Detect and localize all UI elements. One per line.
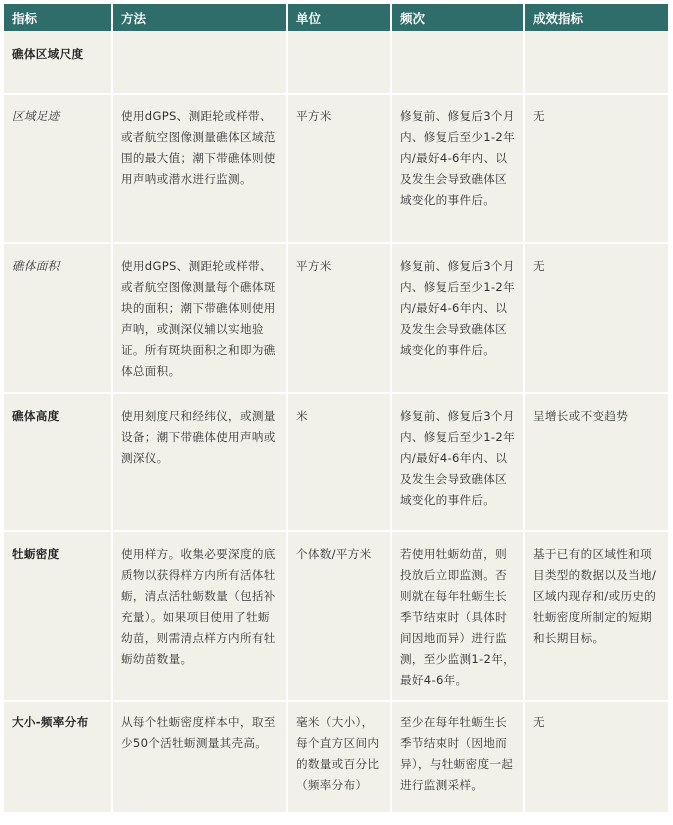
- row-frequency: 修复前、修复后3个月内、修复后至少1-2年内/最好4-6年内、以及发生会导致礁体区域变化的事件后。: [392, 244, 525, 394]
- row-unit: 平方米: [288, 244, 392, 394]
- monitoring-indicators-table: [4, 4, 668, 814]
- row-frequency: 若使用牡蛎幼苗，则投放后立即监测。否则就在每年牡蛎生长季节结束时（具体时间因地而异）进行监测，至少监测1-2年，最好4-6年。: [392, 532, 525, 702]
- header-method: 方法: [113, 4, 288, 31]
- table-row: [4, 532, 668, 702]
- row-frequency: 修复前、修复后3个月内、修复后至少1-2年内/最好4-6年内、以及发生会导致礁体区域变化的事件后。: [392, 394, 525, 532]
- table-row: [4, 244, 668, 394]
- row-indicator: 礁体面积: [4, 244, 113, 394]
- row-indicator: 礁体高度: [4, 394, 113, 532]
- row-unit: 平方米: [288, 95, 392, 244]
- header-metric: 成效指标: [525, 4, 668, 31]
- header-indicator: 指标: [4, 4, 113, 31]
- row-unit: 米: [288, 394, 392, 532]
- table-header-row: [4, 4, 668, 31]
- row-indicator: 大小-频率分布: [4, 702, 113, 814]
- row-method: 从每个牡蛎密度样本中，取至少50个活牡蛎测量其壳高。: [113, 702, 288, 814]
- row-metric: 无: [525, 702, 668, 814]
- row-metric: 基于已有的区域性和项目类型的数据以及当地/区域内现存和/或历史的牡蛎密度所制定的短期和长期目标。: [525, 532, 668, 702]
- row-indicator: 牡蛎密度: [4, 532, 113, 702]
- row-metric: 无: [525, 95, 668, 244]
- header-unit: 单位: [288, 4, 392, 31]
- row-indicator: 区域足迹: [4, 95, 113, 244]
- table-row: [4, 394, 668, 532]
- row-method: 使用刻度尺和经纬仪，或测量设备；潮下带礁体使用声呐或测深仪。: [113, 394, 288, 532]
- row-metric: [525, 31, 668, 95]
- row-unit: 个体数/平方米: [288, 532, 392, 702]
- row-method: 使用dGPS、测距轮或样带、或者航空图像测量礁体区域范围的最大值；潮下带礁体则使用声呐或潜水进行监测。: [113, 95, 288, 244]
- row-method: 使用dGPS、测距轮或样带、或者航空图像测量每个礁体斑块的面积；潮下带礁体则使用声呐，或测深仪辅以实地验证。所有斑块面积之和即为礁体总面积。: [113, 244, 288, 394]
- table-row: [4, 95, 668, 244]
- table-row: [4, 702, 668, 814]
- row-frequency: 至少在每年牡蛎生长季节结束时（因地而异），与牡蛎密度一起进行监测采样。: [392, 702, 525, 814]
- table-row: [4, 31, 668, 95]
- row-method: 使用样方。收集必要深度的底质物以获得样方内所有活体牡蛎，清点活牡蛎数量（包括补充量）。如果项目使用了牡蛎幼苗，则需清点样方内所有牡蛎幼苗数量。: [113, 532, 288, 702]
- header-frequency: 频次: [392, 4, 525, 31]
- row-unit: [288, 31, 392, 95]
- row-metric: 无: [525, 244, 668, 394]
- row-metric: 呈增长或不变趋势: [525, 394, 668, 532]
- row-method: [113, 31, 288, 95]
- row-unit: 毫米（大小），每个直方区间内的数量或百分比（频率分布）: [288, 702, 392, 814]
- row-frequency: 修复前、修复后3个月内、修复后至少1-2年内/最好4-6年内、以及发生会导致礁体区域变化的事件后。: [392, 95, 525, 244]
- row-indicator: 礁体区域尺度: [4, 31, 113, 95]
- row-frequency: [392, 31, 525, 95]
